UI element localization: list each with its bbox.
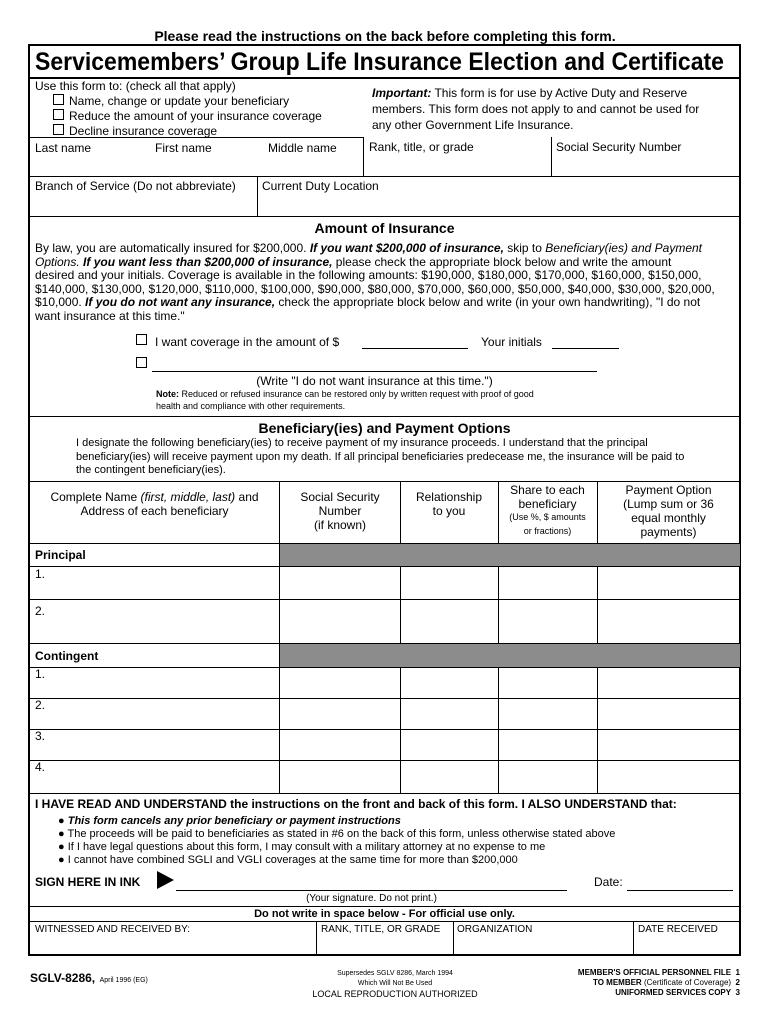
ssn-field[interactable]: Social Security Number (556, 140, 682, 154)
duty-location-field[interactable]: Current Duty Location (262, 179, 379, 193)
decline-statement-input[interactable] (152, 371, 597, 372)
important-line3: any other Government Life Insurance. (372, 118, 574, 132)
col-rel-text: Relationship (415, 490, 483, 504)
coverage-amount-label: I want coverage in the amount of $ (155, 335, 340, 349)
col-ssn-text: Number (318, 504, 362, 518)
amount-text: desired and your initials. Coverage is available in the following amounts: $190,000, $180,000, $170,000, $160,000, $150,000, (35, 268, 702, 282)
contingent-shaded-band (280, 644, 740, 667)
coverage-note (156, 388, 534, 412)
option-beneficiary-checkbox[interactable] (53, 94, 64, 105)
option-reduce-label: Reduce the amount of your insurance coverage (69, 109, 322, 123)
date-input[interactable] (627, 890, 733, 891)
col-pay-text: (Lump sum or 36 (623, 497, 714, 511)
contingent-row-1[interactable]: 1. (35, 667, 46, 681)
rank-field[interactable]: Rank, title, or grade (369, 140, 474, 154)
bullet-text: This form cancels any prior beneficiary or payment instructions (67, 815, 401, 827)
col-header-name (30, 490, 279, 518)
option-decline-label: Decline insurance coverage (69, 124, 218, 138)
col-pay-text: Payment Option (625, 483, 712, 497)
usage-intro: Use this form to: (check all that apply) (35, 79, 236, 93)
decline-coverage-checkbox[interactable] (136, 357, 147, 368)
contingent-row-2[interactable]: 2. (35, 698, 46, 712)
initials-label: Your initials (481, 335, 542, 349)
copy3-number: 3 (735, 988, 740, 997)
beneficiary-intro-line: the contingent beneficiary(ies). (76, 464, 226, 476)
col-name-text: and (235, 490, 259, 504)
beneficiary-heading: Beneficiary(ies) and Payment Options (258, 420, 511, 436)
amount-text: By law, you are automatically insured for $200,000. (35, 241, 310, 255)
bullet-icon: ● (58, 841, 65, 853)
amount-text-italic: Beneficiary(ies) and Payment (545, 241, 703, 255)
official-use-heading: Do not write in space below - For official use only. (254, 908, 515, 920)
amount-text: $140,000, $130,000, $120,000, $110,000, $100,000, $90,000, $80,000, $70,000, $60,000, $50,000, $40,000, $30,000, $20,000, (35, 281, 715, 296)
important-line1: This form is for use by Active Duty and Reserve (434, 86, 688, 100)
copy2-number: 2 (735, 978, 740, 987)
copy2-label: TO MEMBER (592, 978, 642, 987)
amount-text-emph: If you want $200,000 of insurance, (309, 241, 504, 255)
amount-instructions (35, 242, 740, 323)
col-header-relationship (400, 490, 498, 518)
amount-text: please check the appropriate block below and write the amount (332, 254, 672, 269)
copy1-number: 1 (735, 968, 740, 977)
amount-text: check the appropriate block below and write (in your own handwriting), "I do not (275, 295, 701, 309)
col-name-text-italic: (first, middle, last) (140, 490, 236, 504)
col-pay-text: equal monthly (631, 511, 706, 525)
col-header-payment (597, 483, 740, 539)
amount-text-emph: If you want less than $200,000 of insurance, (79, 254, 333, 269)
option-decline-checkbox[interactable] (53, 124, 64, 135)
col-ssn-text: Social Security (300, 490, 380, 504)
certification-heading: I HAVE READ AND UNDERSTAND the instructions on the front and back of this form. I ALSO UNDERSTAND that: (35, 797, 677, 811)
amount-text-emph: If you do not want any insurance, (85, 295, 276, 309)
col-header-ssn (280, 490, 400, 532)
col-name-text: Address of each beneficiary (80, 504, 229, 518)
note-line1: Reduced or refused insurance can be restored only by written request with proof of good (181, 389, 534, 399)
copy2-detail: (Certificate of Coverage) (641, 978, 732, 987)
supersedes-text: Supersedes SGLV 8286, March 1994 (337, 970, 453, 977)
beneficiary-intro-line: beneficiary(ies) will receive payment upon my death. If all principal beneficiaries predecease me, the insurance will be paid to (76, 450, 685, 463)
copy3-label: UNIFORMED SERVICES COPY (615, 988, 732, 997)
certification-bullets (58, 815, 615, 867)
form-number-code: SGLV-8286, (30, 971, 96, 985)
distribution-list (520, 968, 740, 998)
last-name-field[interactable]: Last name (35, 141, 92, 155)
contingent-row-4[interactable]: 4. (35, 760, 46, 774)
bullet-icon: ● (58, 854, 65, 866)
amount-text: skip to (503, 241, 546, 255)
note-line2: health and compliance with other requirements. (156, 401, 346, 411)
important-notice (372, 86, 699, 132)
beneficiary-intro (76, 437, 684, 478)
option-reduce-checkbox[interactable] (53, 109, 64, 120)
important-label: Important: (372, 86, 432, 100)
bullet-text: If I have legal questions about this form, I may consult with a military attorney at no expense to me (67, 841, 546, 853)
amount-text-italic: Options. (35, 254, 80, 269)
middle-name-field[interactable]: Middle name (268, 141, 337, 155)
instructions-note: Please read the instructions on the back before completing this form. (154, 28, 616, 44)
col-name-text: Complete Name (50, 490, 141, 504)
sign-arrow-icon (157, 871, 174, 889)
beneficiary-intro-line: I designate the following beneficiary(ies) to receive payment of my insurance proceeds. I understand that the principal (76, 437, 648, 449)
form-title: Servicemembers’ Group Life Insurance Election and Certificate (35, 48, 724, 76)
copy1-label: MEMBER'S OFFICIAL PERSONNEL FILE (577, 968, 732, 977)
principal-shaded-band (280, 544, 740, 566)
col-pay-text: payments) (640, 525, 697, 539)
principal-row-1[interactable]: 1. (35, 567, 46, 581)
amount-text: want insurance at this time." (35, 308, 185, 323)
amount-text: $10,000. (35, 295, 86, 309)
sign-here-label: SIGN HERE IN INK (35, 875, 141, 889)
official-rank-field: RANK, TITLE, OR GRADE (321, 924, 441, 935)
initials-input[interactable] (552, 348, 619, 349)
col-header-share (498, 484, 597, 538)
form-number (30, 969, 148, 987)
footer-center (270, 969, 520, 999)
bullet-text: I cannot have combined SGLI and VGLI coverages at the same time for more than $200,000 (67, 854, 518, 866)
bullet-icon: ● (58, 815, 65, 827)
important-line2: members. This form does not apply to and cannot be used for (372, 102, 700, 116)
note-label: Note: (156, 389, 179, 399)
official-organization-field: ORGANIZATION (457, 924, 533, 935)
date-received-field: DATE RECEIVED (638, 924, 718, 935)
col-rel-text: to you (432, 504, 466, 518)
which-text: Which Will Not Be Used (357, 980, 433, 987)
write-instruction: (Write "I do not want insurance at this time.") (256, 374, 493, 388)
branch-field[interactable]: Branch of Service (Do not abbreviate) (35, 179, 236, 193)
signature-note: (Your signature. Do not print.) (306, 893, 437, 904)
coverage-amount-checkbox[interactable] (136, 334, 147, 345)
reproduction-text: LOCAL REPRODUCTION AUTHORIZED (312, 989, 478, 999)
col-share-text: Share to each (510, 483, 585, 497)
coverage-amount-input[interactable] (362, 348, 468, 349)
contingent-label: Contingent (35, 649, 99, 663)
signature-input[interactable] (176, 890, 567, 891)
first-name-field[interactable]: First name (155, 141, 212, 155)
option-beneficiary-label: Name, change or update your beneficiary (69, 94, 290, 108)
witnessed-field: WITNESSED AND RECEIVED BY: (35, 924, 191, 935)
amount-heading: Amount of Insurance (314, 220, 455, 236)
bullet-icon: ● (58, 828, 65, 840)
col-ssn-text: (if known) (313, 518, 366, 532)
date-label: Date: (594, 875, 623, 889)
principal-label: Principal (35, 548, 86, 562)
col-share-text: or fractions) (523, 525, 572, 536)
form-date: April 1996 (EG) (99, 977, 148, 984)
bullet-text: The proceeds will be paid to beneficiaries as stated in #6 on the back of this form, unless otherwise stated above (67, 828, 616, 840)
col-share-text: beneficiary (518, 496, 577, 511)
col-share-text: (Use %, $ amounts (509, 512, 586, 522)
contingent-row-3[interactable]: 3. (35, 729, 46, 743)
principal-row-2[interactable]: 2. (35, 604, 46, 618)
